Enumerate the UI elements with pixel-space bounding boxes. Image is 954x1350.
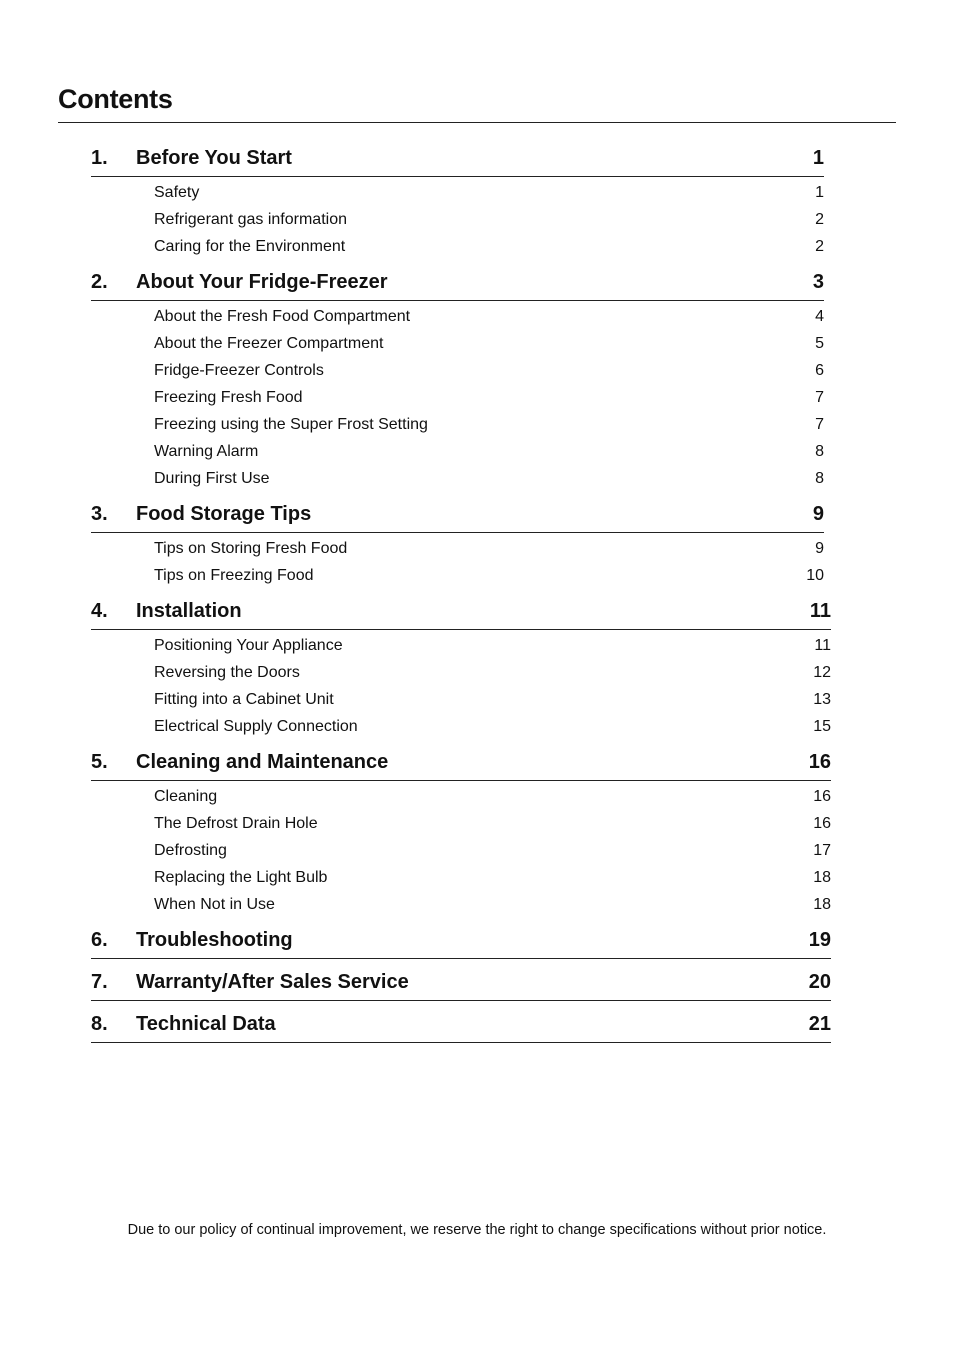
entry-page-number: 17 [813,842,831,859]
section-title: Food Storage Tips [136,503,312,525]
toc-section-heading[interactable] [91,146,824,177]
entry-page-number: 18 [813,869,831,886]
entry-title: The Defrost Drain Hole [154,815,318,832]
toc-entry[interactable] [91,659,831,686]
entry-page-number: 6 [815,362,824,379]
toc-section [91,502,831,599]
section-title: About Your Fridge-Freezer [136,271,388,293]
toc-section [91,750,831,928]
section-page-number: 1 [812,147,824,169]
section-number: 1. [91,147,108,169]
section-page-number: 16 [808,751,831,773]
entry-title: When Not in Use [154,896,275,913]
entry-page-number: 2 [815,211,824,228]
toc-entry[interactable] [91,179,824,206]
entry-title: Caring for the Environment [154,238,346,255]
toc-section-heading[interactable] [91,270,824,301]
section-page-number: 9 [812,503,824,525]
toc-section-heading[interactable] [91,1012,831,1043]
toc-entry[interactable] [91,891,831,918]
entry-title: Reversing the Doors [154,664,300,681]
entry-title: Freezing Fresh Food [154,389,303,406]
section-number: 3. [91,503,108,525]
section-page-number: 20 [808,971,831,993]
entry-page-number: 1 [815,184,824,201]
entry-page-number: 7 [815,389,824,406]
toc-entry[interactable] [91,713,831,740]
toc-entry[interactable] [91,438,824,465]
page-title: Contents [58,84,173,114]
section-page-number: 3 [812,271,824,293]
toc-entry[interactable] [91,384,824,411]
entry-title: Replacing the Light Bulb [154,869,328,886]
entry-page-number: 16 [813,815,831,832]
toc-entry[interactable] [91,303,824,330]
toc-subsection-list [91,781,831,928]
entry-title: Refrigerant gas information [154,211,347,228]
toc-section-heading[interactable] [91,750,831,781]
entry-title: Freezing using the Super Frost Setting [154,416,428,433]
toc-section [91,599,831,750]
entry-title: Electrical Supply Connection [154,718,358,735]
toc-section [91,270,831,502]
toc-subsection-list [91,177,824,270]
section-number: 5. [91,751,108,773]
section-title: Troubleshooting [136,929,293,951]
entry-page-number: 7 [815,416,824,433]
table-of-contents [91,146,831,1054]
toc-entry[interactable] [91,411,824,438]
entry-title: About the Freezer Compartment [154,335,384,352]
section-page-number: 19 [808,929,831,951]
entry-title: Fridge-Freezer Controls [154,362,324,379]
toc-entry[interactable] [91,864,831,891]
toc-section-heading[interactable] [91,599,831,630]
toc-section [91,970,831,1001]
entry-title: During First Use [154,470,270,487]
entry-page-number: 5 [815,335,824,352]
toc-section [91,146,831,270]
entry-page-number: 15 [813,718,831,735]
section-number: 7. [91,971,108,993]
entry-page-number: 11 [814,637,831,654]
entry-page-number: 8 [815,470,824,487]
entry-page-number: 13 [813,691,831,708]
toc-entry[interactable] [91,535,824,562]
entry-title: Warning Alarm [154,443,259,460]
toc-subsection-list [91,630,831,750]
section-title: Before You Start [136,147,292,169]
toc-section-heading[interactable] [91,928,831,959]
entry-title: About the Fresh Food Compartment [154,308,411,325]
entry-title: Cleaning [154,788,218,805]
toc-entry[interactable] [91,357,824,384]
toc-section [91,928,831,959]
toc-entry[interactable] [91,233,824,260]
entry-page-number: 10 [806,567,824,584]
entry-title: Safety [154,184,200,201]
section-page-number: 11 [809,600,831,622]
entry-title: Positioning Your Appliance [154,637,343,654]
toc-section-heading[interactable] [91,502,824,533]
section-title: Cleaning and Maintenance [136,751,389,773]
toc-section-heading[interactable] [91,970,831,1001]
section-title: Technical Data [136,1013,276,1035]
entry-page-number: 12 [813,664,831,681]
toc-entry[interactable] [91,632,831,659]
toc-subsection-list [91,301,824,502]
entry-page-number: 9 [815,540,824,557]
toc-entry[interactable] [91,686,831,713]
entry-title: Defrosting [154,842,227,859]
toc-entry[interactable] [91,837,831,864]
entry-title: Tips on Freezing Food [154,567,314,584]
toc-entry[interactable] [91,783,831,810]
entry-page-number: 2 [815,238,824,255]
section-number: 8. [91,1013,108,1035]
toc-entry[interactable] [91,330,824,357]
section-page-number: 21 [808,1013,831,1035]
toc-entry[interactable] [91,562,824,589]
section-title: Installation [136,600,242,622]
toc-section [91,1012,831,1043]
toc-subsection-list [91,533,824,599]
entry-page-number: 18 [813,896,831,913]
section-number: 4. [91,600,108,622]
section-number: 2. [91,271,108,293]
toc-entry[interactable] [91,206,824,233]
title-divider [58,122,896,123]
section-number: 6. [91,929,108,951]
entry-title: Fitting into a Cabinet Unit [154,691,334,708]
footer-note: Due to our policy of continual improvement, we reserve the right to change specifications without prior notice. [127,1222,827,1238]
entry-page-number: 4 [815,308,824,325]
toc-entry[interactable] [91,810,831,837]
entry-title: Tips on Storing Fresh Food [154,540,348,557]
section-title: Warranty/After Sales Service [136,971,409,993]
entry-page-number: 16 [813,788,831,805]
entry-page-number: 8 [815,443,824,460]
toc-entry[interactable] [91,465,824,492]
